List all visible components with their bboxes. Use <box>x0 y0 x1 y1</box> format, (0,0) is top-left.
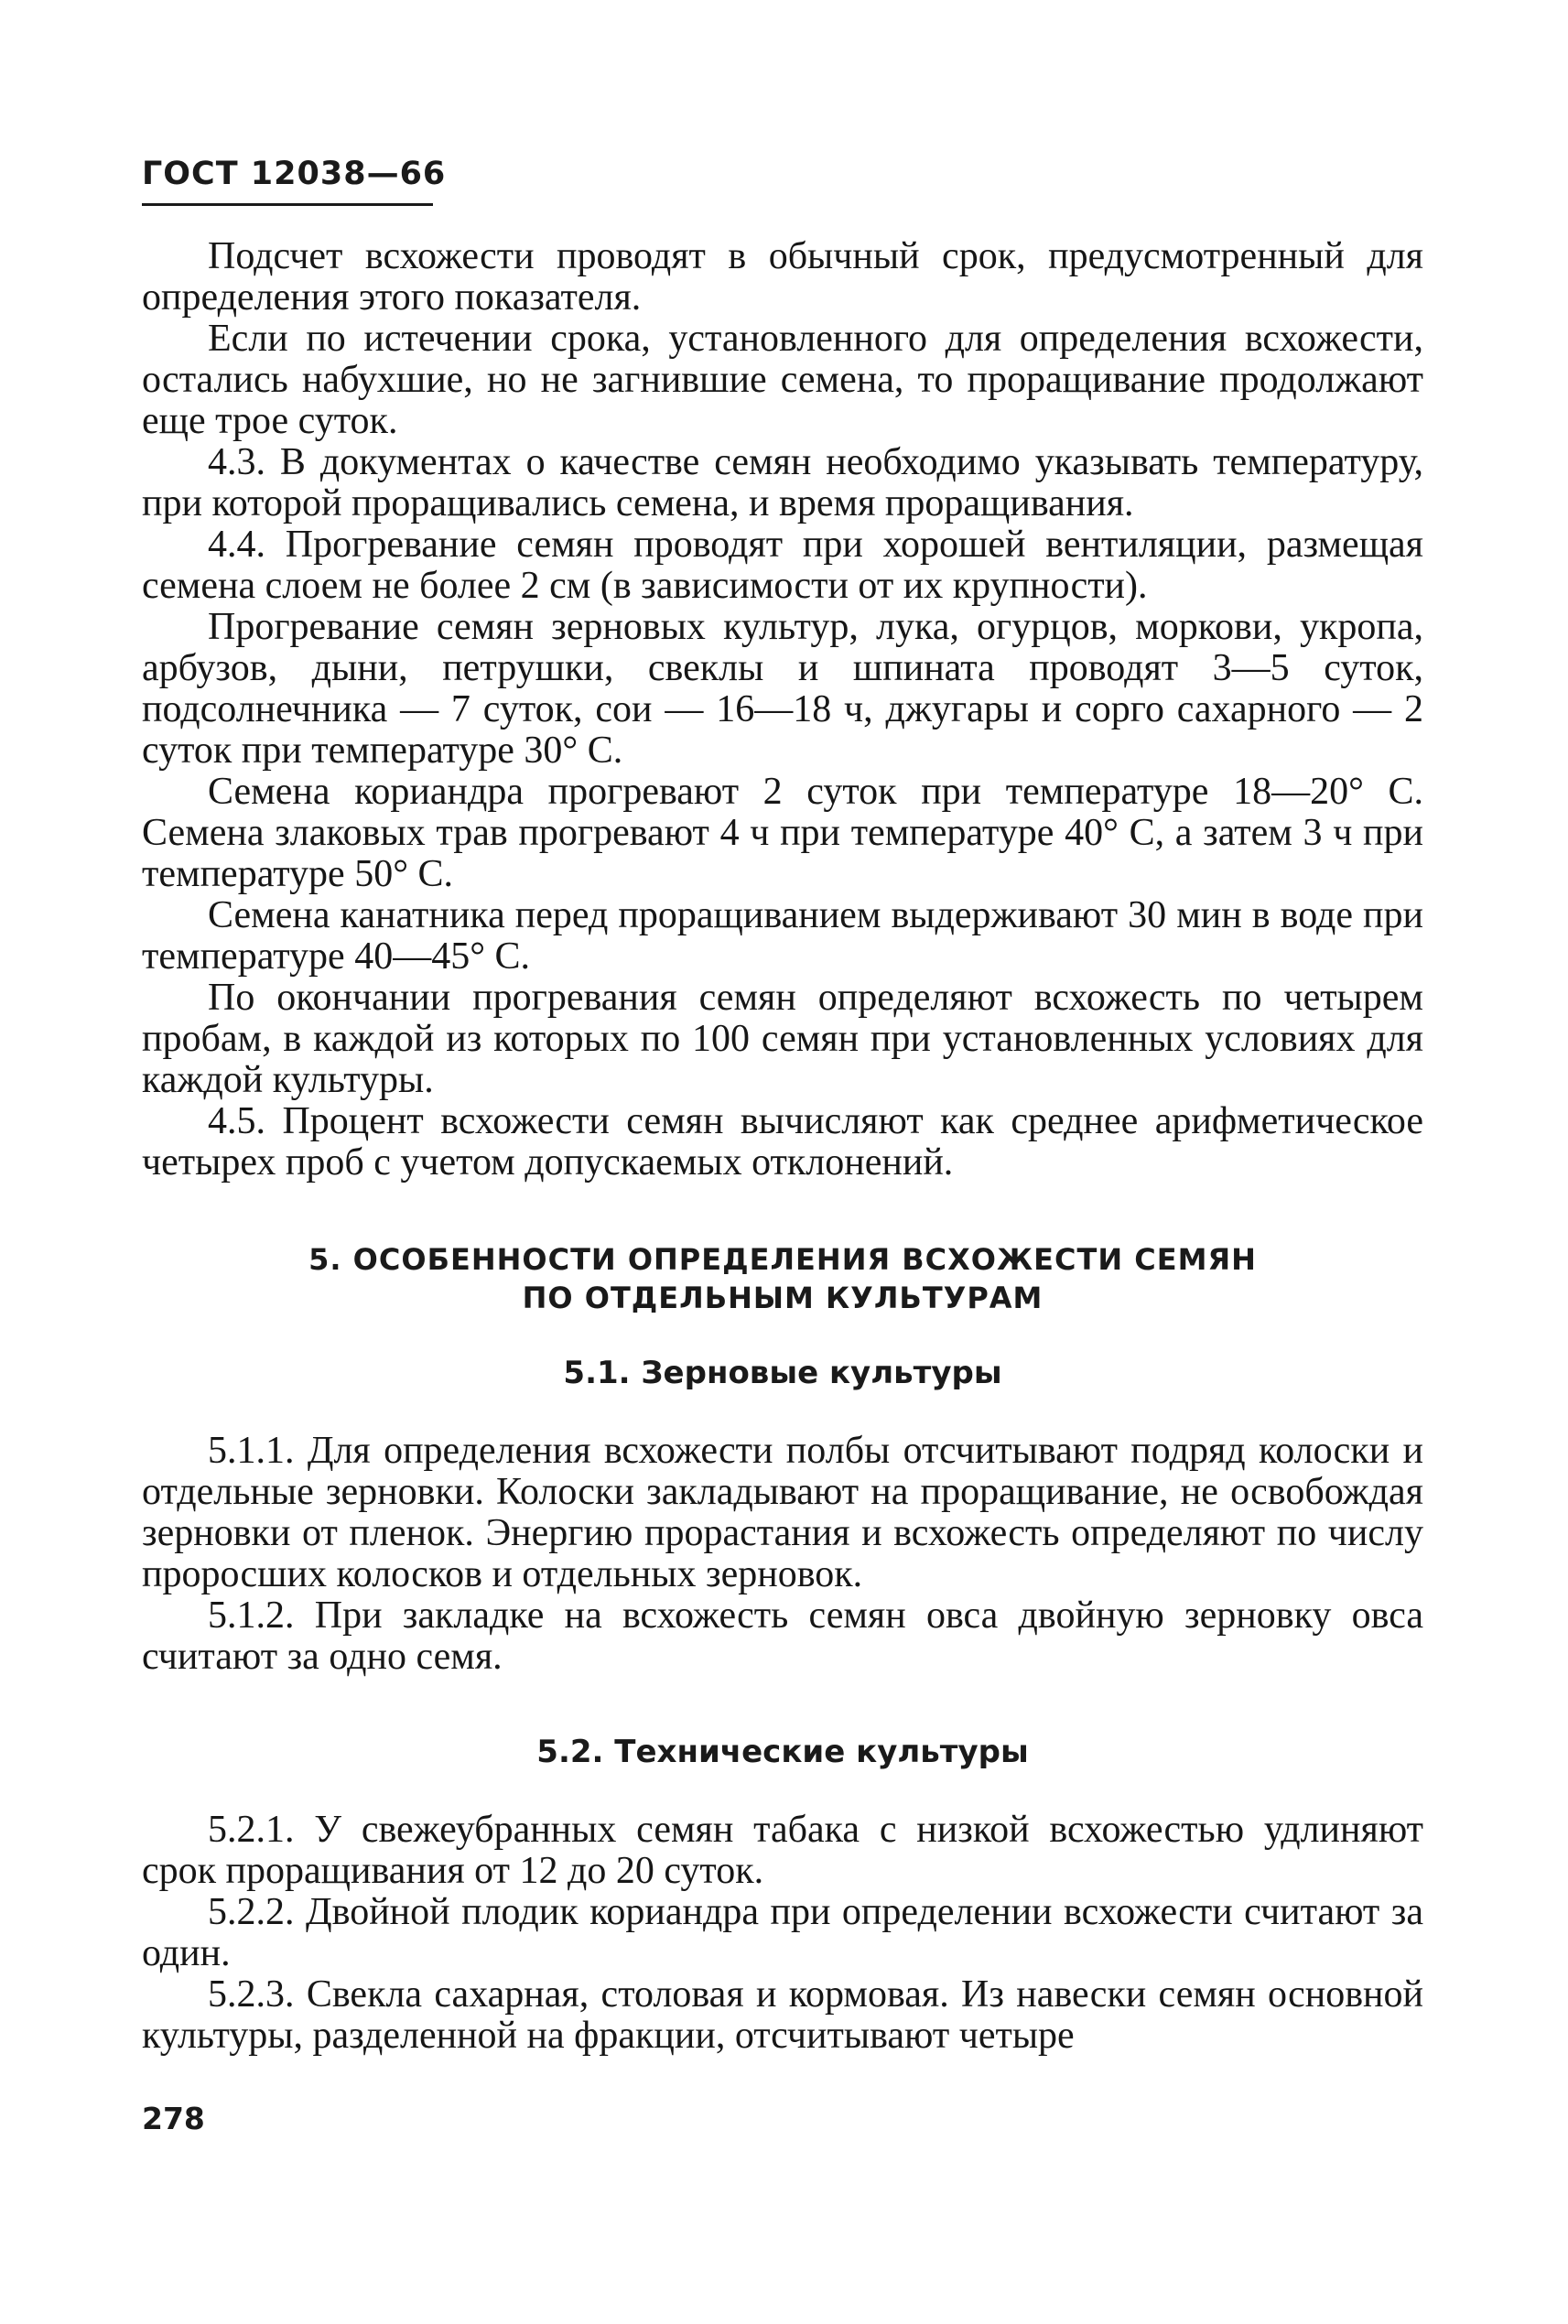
paragraph-4-5: 4.5. Процент всхожести семян вычисляют как среднее арифметическое четырех проб с учетом допускаемых отклонений. <box>142 1100 1423 1184</box>
document-page <box>142 0 1423 2324</box>
subsection-5-2-title: 5.2. Технические культуры <box>536 1734 1029 1770</box>
paragraph-5-1-2: 5.1.2. При закладке на всхожесть семян овса двойную зерновку овса считают за одно семя. <box>142 1594 1423 1678</box>
paragraph-5-2-2: 5.2.2. Двойной плодик кориандра при определении всхожести считают за один. <box>142 1891 1423 1974</box>
paragraph-5-2-3: 5.2.3. Свекла сахарная, столовая и кормовая. Из навески семян основной культуры, разделенной на фракции, отсчитывают четыре <box>142 1973 1423 2057</box>
paragraph-5-1-1: 5.1.1. Для определения всхожести полбы отсчитывают подряд колоски и отдельные зерновки. Колоски закладывают на проращивание, не освобождая зерновки от пленок. Энергию прорастания и всхожесть определяют по числу проросших колосков и отдельных зерновок. <box>142 1430 1423 1595</box>
section-5-title-line-1: 5. ОСОБЕННОСТИ ОПРЕДЕЛЕНИЯ ВСХОЖЕСТИ СЕМЯН <box>308 1242 1257 1277</box>
section-5-title-line-2: ПО ОТДЕЛЬНЫМ КУЛЬТУРАМ <box>522 1281 1044 1315</box>
subsection-5-1-title: 5.1. Зерновые культуры <box>563 1355 1002 1391</box>
paragraph: Семена кориандра прогревают 2 суток при температуре 18—20° С. Семена злаковых трав прогревают 4 ч при температуре 40° С, а затем 3 ч при температуре 50° С. <box>142 771 1423 895</box>
paragraph-5-2-1: 5.2.1. У свежеубранных семян табака с низкой всхожестью удлиняют срок проращивания от 12 до 20 суток. <box>142 1809 1423 1892</box>
document-body <box>142 236 1423 2057</box>
paragraph-4-4: 4.4. Прогревание семян проводят при хорошей вентиляции, размещая семена слоем не более 2 см (в зависимости от их крупности). <box>142 524 1423 607</box>
header-underline <box>142 203 433 206</box>
paragraph: Семена канатника перед проращиванием выдерживают 30 мин в воде при температуре 40—45° С. <box>142 894 1423 978</box>
paragraph: По окончании прогревания семян определяют всхожесть по четырем пробам, в каждой из которых по 100 семян при установленных условиях для каждой культуры. <box>142 977 1423 1101</box>
paragraph-4-3: 4.3. В документах о качестве семян необходимо указывать температуру, при которой проращивались семена, и время проращивания. <box>142 441 1423 524</box>
paragraph: Прогревание семян зерновых культур, лука, огурцов, моркови, укропа, арбузов, дыни, петрушки, свеклы и шпината проводят 3—5 суток, подсолнечника — 7 суток, сои — 16—18 ч, джугары и сорго сахарного — 2 суток при температуре 30° С. <box>142 606 1423 772</box>
document-header: ГОСТ 12038—66 <box>142 156 447 192</box>
page-number: 278 <box>142 2101 205 2136</box>
paragraph: Подсчет всхожести проводят в обычный срок, предусмотренный для определения этого показателя. <box>142 235 1423 319</box>
paragraph: Если по истечении срока, установленного для определения всхожести, остались набухшие, но не загнившие семена, то проращивание продолжают еще трое суток. <box>142 318 1423 442</box>
